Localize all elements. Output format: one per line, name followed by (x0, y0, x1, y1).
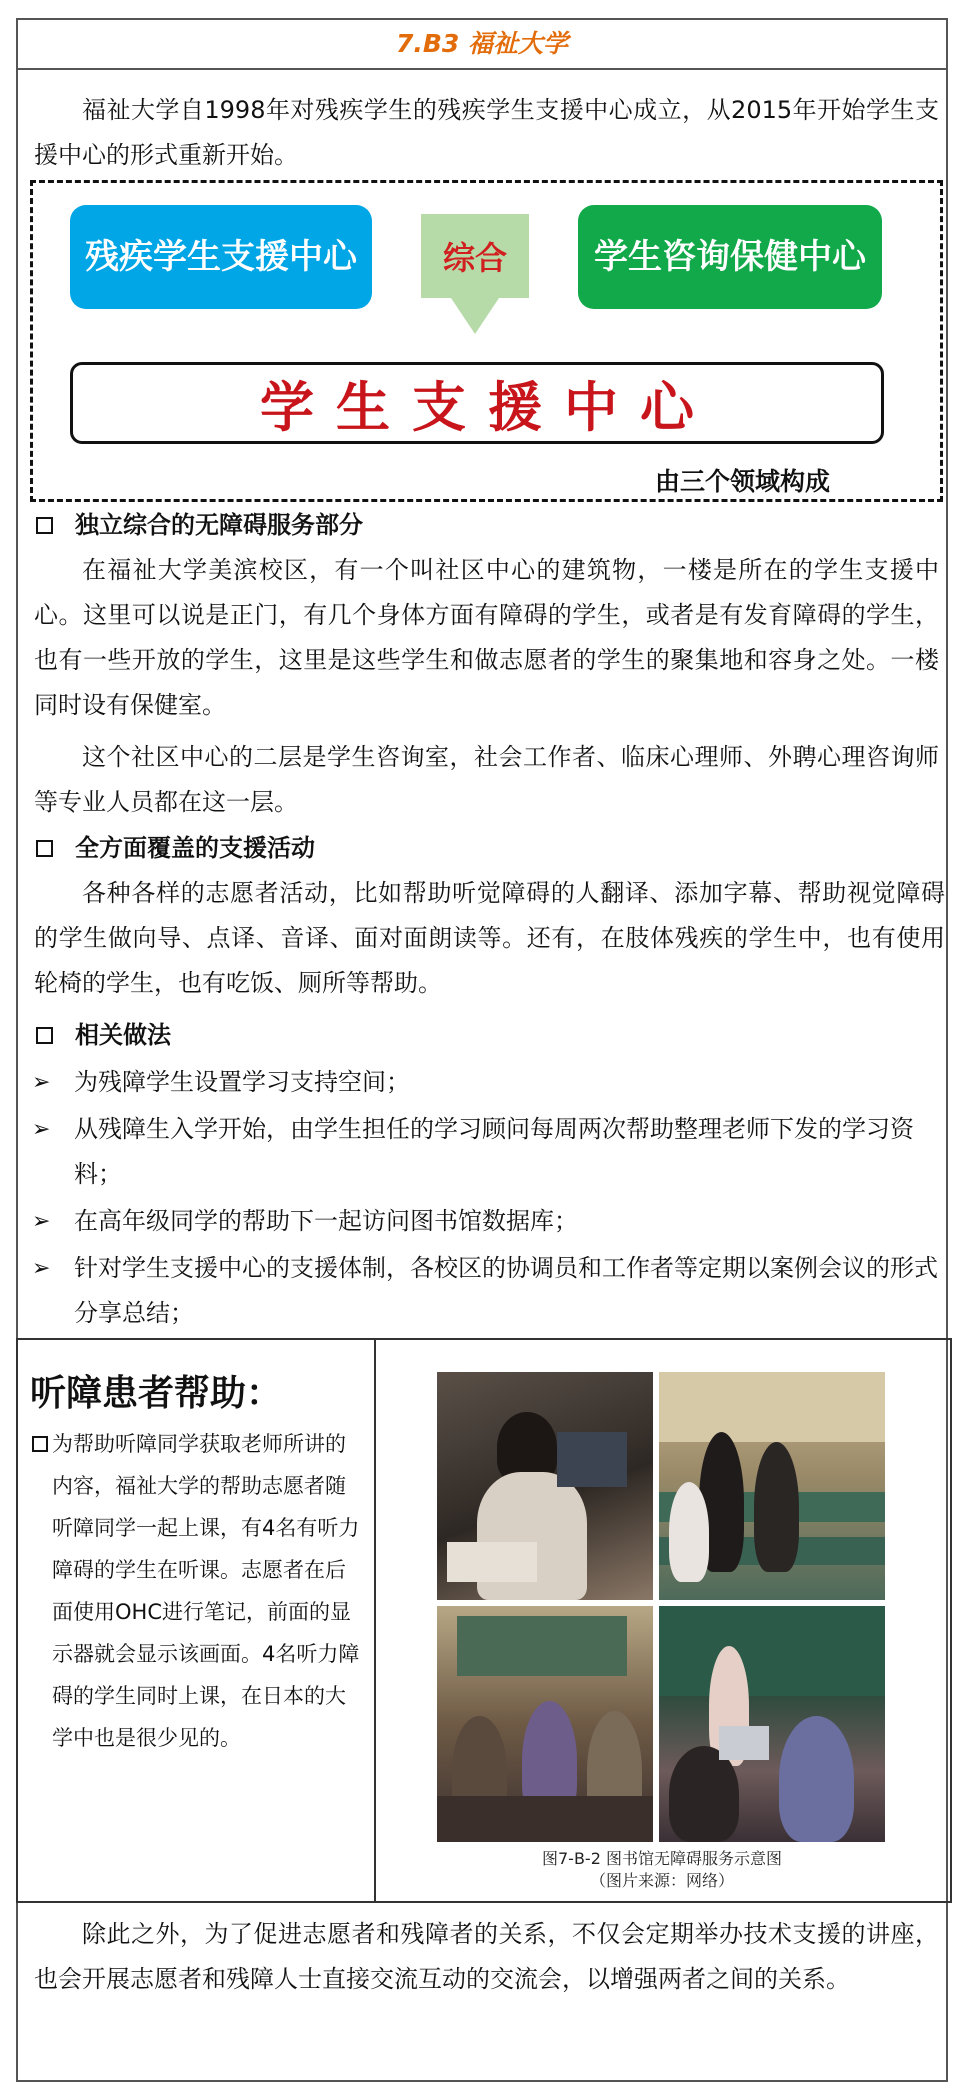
list-item-text: 为残障学生设置学习支持空间； (74, 1068, 410, 1096)
hearing-description (32, 1423, 362, 1759)
list-item-text: 从残障生入学开始，由学生担任的学习顾问每周两次帮助整理老师下发的学习资料； (74, 1115, 914, 1188)
figure-caption-line-2: （图片来源：网络） (589, 1871, 734, 1890)
section-title: 7.B3 福祉大学 (395, 29, 569, 58)
list-item-text: 在高年级同学的帮助下一起访问图书馆数据库； (74, 1207, 578, 1235)
checkbox-square-icon (32, 1436, 52, 1759)
section3-heading (32, 1013, 171, 1058)
arrow-bullet-icon: ➢ (32, 1256, 51, 1281)
section2-heading-text: 全方面覆盖的支援活动 (75, 834, 315, 862)
checkbox-square-icon (36, 840, 53, 857)
hearing-description-text: 为帮助听障同学获取老师所讲的内容，福祉大学的帮助志愿者随听障同学一起上课，有4名有听力障碍的学生在听课。志愿者在后面使用OHC进行笔记，前面的显示器就会显示该画面。4名听力障碍的学生同时上课，在日本的大学中也是很少见的。 (52, 1432, 360, 1750)
checkbox-square-icon (36, 517, 53, 534)
section1-paragraph-1: 在福祉大学美滨校区，有一个叫社区中心的建筑物，一楼是所在的学生支援中心。这里可以说是正门，有几个身体方面有障碍的学生，或者是有发育障碍的学生，也有一些开放的学生，这里是这些学生和做志愿者的学生的聚集地和容身之处。一楼同时设有保健室。 (34, 556, 939, 719)
student-support-center-label: 学生支援中心 (260, 375, 716, 439)
photo-classroom (437, 1606, 653, 1842)
list-item (30, 1199, 945, 1244)
photo-collage (437, 1372, 885, 1842)
section2-paragraph-1: 各种各样的志愿者活动，比如帮助听觉障碍的人翻译、添加字幕、帮助视觉障碍的学生做向导、点译、音译、面对面朗读等。还有，在肢体残疾的学生中，也有使用轮椅的学生，也有吃饭、厕所等帮助。 (34, 879, 945, 997)
student-support-center-box (70, 362, 884, 444)
section1-heading-text: 独立综合的无障碍服务部分 (75, 511, 363, 539)
section2-heading (32, 826, 315, 871)
disabled-student-center-box: 残疾学生支援中心 (70, 205, 372, 309)
list-item (30, 1246, 945, 1336)
merge-label-box (421, 214, 529, 298)
hearing-box-divider (374, 1338, 376, 1903)
section-title-bar (16, 18, 948, 70)
diagram-note: 由三个领域构成 (655, 467, 831, 496)
list-item-text: 针对学生支援中心的支援体制，各校区的协调员和工作者等定期以案例会议的形式分享总结； (74, 1254, 938, 1327)
counseling-health-center-box: 学生咨询保健中心 (578, 205, 882, 309)
figure-caption-line-1: 图7-B-2 图书馆无障碍服务示意图 (542, 1849, 782, 1868)
list-item (30, 1107, 945, 1197)
merge-label: 综合 (442, 239, 507, 277)
section1-heading (32, 503, 363, 548)
merge-arrow-icon (451, 298, 499, 334)
photo-student-headphones (437, 1372, 653, 1600)
photo-library-hall (659, 1372, 885, 1600)
intro-paragraph: 福祉大学自1998年对残疾学生的残疾学生支援中心成立，从2015年开始学生支援中心的形式重新开始。 (34, 96, 939, 169)
hearing-title: 听障患者帮助： (30, 1373, 283, 1414)
section1-paragraph-2: 这个社区中心的二层是学生咨询室，社会工作者、临床心理师、外聘心理咨询师等专业人员都在这一层。 (34, 743, 939, 816)
checkbox-square-icon (36, 1027, 53, 1044)
arrow-bullet-icon: ➢ (32, 1209, 51, 1234)
arrow-bullet-icon: ➢ (32, 1070, 51, 1095)
arrow-bullet-icon: ➢ (32, 1117, 51, 1142)
section3-heading-text: 相关做法 (75, 1021, 171, 1049)
list-item (30, 1060, 945, 1105)
closing-paragraph: 除此之外，为了促进志愿者和残障者的关系，不仅会定期举办技术支援的讲座，也会开展志愿者和残障人士直接交流互动的交流会，以增强两者之间的关系。 (34, 1920, 939, 1993)
photo-lecture-room (659, 1606, 885, 1842)
